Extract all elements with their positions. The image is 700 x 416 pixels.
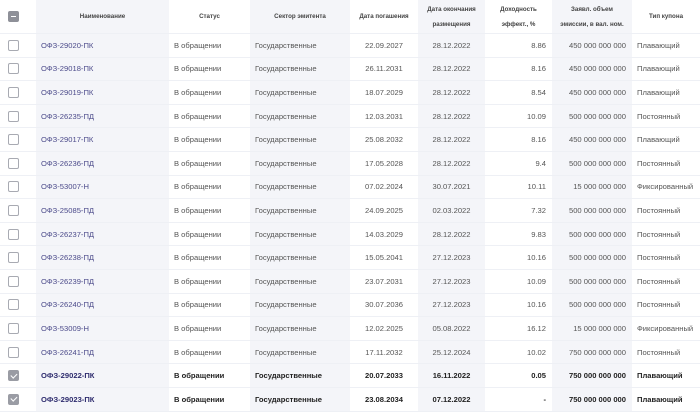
row-checkbox-cell[interactable]: [0, 128, 36, 152]
placement-end-date-cell: 16.11.2022: [418, 364, 485, 388]
column-header-placement-end[interactable]: Дата окончания размещения: [418, 0, 485, 34]
maturity-date-cell: 30.07.2036: [350, 293, 418, 317]
bond-name-link[interactable]: ОФЗ-29022-ПК: [36, 364, 169, 388]
sector-cell: Государственные: [250, 317, 350, 341]
yield-cell: 7.32: [485, 199, 552, 223]
sector-cell: Государственные: [250, 81, 350, 105]
yield-cell: 0.05: [485, 364, 552, 388]
status-cell: В обращении: [169, 81, 250, 105]
row-checkbox[interactable]: [8, 299, 19, 310]
status-cell: В обращении: [169, 199, 250, 223]
placement-end-date-cell: 07.12.2022: [418, 387, 485, 411]
row-checkbox-cell[interactable]: [0, 199, 36, 223]
row-checkbox[interactable]: [8, 205, 19, 216]
row-checkbox-cell[interactable]: [0, 317, 36, 341]
volume-cell: 500 000 000 000: [552, 269, 632, 293]
maturity-date-cell: 07.02.2024: [350, 175, 418, 199]
coupon-type-cell: Постоянный: [632, 340, 700, 364]
sector-cell: Государственные: [250, 364, 350, 388]
status-cell: В обращении: [169, 151, 250, 175]
placement-end-date-cell: 30.07.2021: [418, 175, 485, 199]
status-cell: В обращении: [169, 222, 250, 246]
coupon-type-cell: Постоянный: [632, 269, 700, 293]
coupon-type-cell: Постоянный: [632, 293, 700, 317]
maturity-date-cell: 24.09.2025: [350, 199, 418, 223]
maturity-date-cell: 17.05.2028: [350, 151, 418, 175]
bond-name-link[interactable]: ОФЗ-29018-ПК: [36, 57, 169, 81]
yield-cell: 10.09: [485, 269, 552, 293]
bond-name-link[interactable]: ОФЗ-29017-ПК: [36, 128, 169, 152]
table-row[interactable]: [0, 246, 700, 270]
bond-name-link[interactable]: ОФЗ-53007-Н: [36, 175, 169, 199]
row-checkbox[interactable]: [8, 87, 19, 98]
table-row[interactable]: [0, 151, 700, 175]
table-row[interactable]: [0, 57, 700, 81]
sector-cell: Государственные: [250, 57, 350, 81]
yield-cell: 10.09: [485, 104, 552, 128]
yield-cell: 8.16: [485, 128, 552, 152]
bond-name-link[interactable]: ОФЗ-26239-ПД: [36, 269, 169, 293]
sector-cell: Государственные: [250, 222, 350, 246]
sector-cell: Государственные: [250, 104, 350, 128]
yield-cell: 8.16: [485, 57, 552, 81]
bond-name-link[interactable]: ОФЗ-26237-ПД: [36, 222, 169, 246]
coupon-type-cell: Постоянный: [632, 246, 700, 270]
table-header-row: [0, 0, 700, 34]
status-cell: В обращении: [169, 317, 250, 341]
placement-end-date-cell: 02.03.2022: [418, 199, 485, 223]
bond-name-link[interactable]: ОФЗ-26235-ПД: [36, 104, 169, 128]
maturity-date-cell: 18.07.2029: [350, 81, 418, 105]
table-row[interactable]: [0, 269, 700, 293]
column-header-name[interactable]: Наименование: [36, 0, 169, 34]
maturity-date-cell: 14.03.2029: [350, 222, 418, 246]
row-checkbox-cell[interactable]: [0, 269, 36, 293]
row-checkbox-cell[interactable]: [0, 340, 36, 364]
row-checkbox[interactable]: [8, 181, 19, 192]
coupon-type-cell: Плавающий: [632, 81, 700, 105]
yield-cell: 10.16: [485, 246, 552, 270]
row-checkbox[interactable]: [8, 158, 19, 169]
sector-cell: Государственные: [250, 269, 350, 293]
row-checkbox-cell[interactable]: [0, 293, 36, 317]
status-cell: В обращении: [169, 340, 250, 364]
volume-cell: 500 000 000 000: [552, 222, 632, 246]
bond-name-link[interactable]: ОФЗ-29019-ПК: [36, 81, 169, 105]
status-cell: В обращении: [169, 57, 250, 81]
row-checkbox[interactable]: [8, 347, 19, 358]
row-checkbox-cell[interactable]: [0, 222, 36, 246]
volume-cell: 750 000 000 000: [552, 340, 632, 364]
placement-end-date-cell: 05.08.2022: [418, 317, 485, 341]
maturity-date-cell: 26.11.2031: [350, 57, 418, 81]
row-checkbox[interactable]: [8, 63, 19, 74]
row-checkbox[interactable]: [8, 394, 19, 405]
bond-name-link[interactable]: ОФЗ-53009-Н: [36, 317, 169, 341]
volume-cell: 500 000 000 000: [552, 151, 632, 175]
placement-end-date-cell: 28.12.2022: [418, 222, 485, 246]
table-row[interactable]: [0, 34, 700, 58]
placement-end-date-cell: 28.12.2022: [418, 57, 485, 81]
bond-name-link[interactable]: ОФЗ-26238-ПД: [36, 246, 169, 270]
table-row[interactable]: [0, 340, 700, 364]
coupon-type-cell: Постоянный: [632, 199, 700, 223]
volume-cell: 15 000 000 000: [552, 175, 632, 199]
yield-cell: 9.4: [485, 151, 552, 175]
table-body: [0, 34, 700, 412]
maturity-date-cell: 17.11.2032: [350, 340, 418, 364]
bond-name-link[interactable]: ОФЗ-26241-ПД: [36, 340, 169, 364]
maturity-date-cell: 23.08.2034: [350, 387, 418, 411]
coupon-type-cell: Плавающий: [632, 128, 700, 152]
yield-cell: 10.02: [485, 340, 552, 364]
bond-name-link[interactable]: ОФЗ-29023-ПК: [36, 387, 169, 411]
status-cell: В обращении: [169, 246, 250, 270]
sector-cell: Государственные: [250, 151, 350, 175]
bond-name-link[interactable]: ОФЗ-29020-ПК: [36, 34, 169, 58]
volume-cell: 450 000 000 000: [552, 128, 632, 152]
volume-cell: 15 000 000 000: [552, 317, 632, 341]
coupon-type-cell: Постоянный: [632, 222, 700, 246]
coupon-type-cell: Постоянный: [632, 104, 700, 128]
placement-end-date-cell: 27.12.2023: [418, 269, 485, 293]
placement-end-date-cell: 28.12.2022: [418, 151, 485, 175]
status-cell: В обращении: [169, 364, 250, 388]
coupon-type-cell: Постоянный: [632, 151, 700, 175]
sector-cell: Государственные: [250, 34, 350, 58]
sector-cell: Государственные: [250, 175, 350, 199]
table-row[interactable]: [0, 387, 700, 411]
coupon-type-cell: Плавающий: [632, 57, 700, 81]
table-row[interactable]: [0, 128, 700, 152]
coupon-type-cell: Плавающий: [632, 34, 700, 58]
volume-cell: 500 000 000 000: [552, 293, 632, 317]
placement-end-date-cell: 28.12.2022: [418, 81, 485, 105]
maturity-date-cell: 12.03.2031: [350, 104, 418, 128]
status-cell: В обращении: [169, 104, 250, 128]
row-checkbox-cell[interactable]: [0, 151, 36, 175]
coupon-type-cell: Фиксированный: [632, 175, 700, 199]
placement-end-date-cell: 25.12.2024: [418, 340, 485, 364]
table-row[interactable]: [0, 199, 700, 223]
row-checkbox-cell[interactable]: [0, 57, 36, 81]
placement-end-date-cell: 28.12.2022: [418, 34, 485, 58]
placement-end-date-cell: 27.12.2023: [418, 246, 485, 270]
row-checkbox[interactable]: [8, 134, 19, 145]
row-checkbox[interactable]: [8, 229, 19, 240]
status-cell: В обращении: [169, 269, 250, 293]
placement-end-date-cell: 28.12.2022: [418, 128, 485, 152]
row-checkbox[interactable]: [8, 370, 19, 381]
bond-name-link[interactable]: ОФЗ-25085-ПД: [36, 199, 169, 223]
select-all-checkbox[interactable]: [8, 11, 19, 22]
row-checkbox-cell[interactable]: [0, 104, 36, 128]
row-checkbox[interactable]: [8, 40, 19, 51]
row-checkbox-cell[interactable]: [0, 246, 36, 270]
column-header-yield[interactable]: Доходность эффект., %: [485, 0, 552, 34]
table-row[interactable]: [0, 175, 700, 199]
status-cell: В обращении: [169, 175, 250, 199]
volume-cell: 450 000 000 000: [552, 57, 632, 81]
status-cell: В обращении: [169, 34, 250, 58]
yield-cell: -: [485, 387, 552, 411]
row-checkbox[interactable]: [8, 276, 19, 287]
maturity-date-cell: 20.07.2033: [350, 364, 418, 388]
maturity-date-cell: 15.05.2041: [350, 246, 418, 270]
volume-cell: 750 000 000 000: [552, 364, 632, 388]
status-cell: В обращении: [169, 128, 250, 152]
yield-cell: 9.83: [485, 222, 552, 246]
coupon-type-cell: Фиксированный: [632, 317, 700, 341]
yield-cell: 8.86: [485, 34, 552, 58]
table-row[interactable]: [0, 81, 700, 105]
table-row[interactable]: [0, 222, 700, 246]
volume-cell: 500 000 000 000: [552, 199, 632, 223]
table-row[interactable]: [0, 104, 700, 128]
bond-name-link[interactable]: ОФЗ-26240-ПД: [36, 293, 169, 317]
sector-cell: Государственные: [250, 128, 350, 152]
sector-cell: Государственные: [250, 387, 350, 411]
volume-cell: 500 000 000 000: [552, 104, 632, 128]
row-checkbox-cell[interactable]: [0, 34, 36, 58]
maturity-date-cell: 25.08.2032: [350, 128, 418, 152]
row-checkbox[interactable]: [8, 111, 19, 122]
column-header-coupon[interactable]: Тип купона: [632, 0, 700, 34]
volume-cell: 450 000 000 000: [552, 81, 632, 105]
row-checkbox-cell[interactable]: [0, 387, 36, 411]
sector-cell: Государственные: [250, 199, 350, 223]
column-header-status[interactable]: Статус: [169, 0, 250, 34]
maturity-date-cell: 12.02.2025: [350, 317, 418, 341]
row-checkbox-cell[interactable]: [0, 175, 36, 199]
placement-end-date-cell: 27.12.2023: [418, 293, 485, 317]
table-row[interactable]: [0, 364, 700, 388]
placement-end-date-cell: 28.12.2022: [418, 104, 485, 128]
yield-cell: 10.11: [485, 175, 552, 199]
coupon-type-cell: Плавающий: [632, 364, 700, 388]
sector-cell: Государственные: [250, 340, 350, 364]
bond-name-link[interactable]: ОФЗ-26236-ПД: [36, 151, 169, 175]
row-checkbox[interactable]: [8, 323, 19, 334]
select-all-checkbox-cell[interactable]: [0, 0, 36, 34]
sector-cell: Государственные: [250, 293, 350, 317]
column-header-maturity[interactable]: Дата погашения: [350, 0, 418, 34]
maturity-date-cell: 23.07.2031: [350, 269, 418, 293]
yield-cell: 8.54: [485, 81, 552, 105]
yield-cell: 10.16: [485, 293, 552, 317]
volume-cell: 750 000 000 000: [552, 387, 632, 411]
column-header-volume[interactable]: Заявл. объем эмиссии, в вал. ном.: [552, 0, 632, 34]
volume-cell: 450 000 000 000: [552, 34, 632, 58]
yield-cell: 16.12: [485, 317, 552, 341]
maturity-date-cell: 22.09.2027: [350, 34, 418, 58]
status-cell: В обращении: [169, 293, 250, 317]
column-header-sector[interactable]: Сектор эмитента: [250, 0, 350, 34]
status-cell: В обращении: [169, 387, 250, 411]
row-checkbox-cell[interactable]: [0, 81, 36, 105]
volume-cell: 500 000 000 000: [552, 246, 632, 270]
table-row[interactable]: [0, 317, 700, 341]
row-checkbox[interactable]: [8, 252, 19, 263]
sector-cell: Государственные: [250, 246, 350, 270]
table-row[interactable]: [0, 293, 700, 317]
row-checkbox-cell[interactable]: [0, 364, 36, 388]
coupon-type-cell: Плавающий: [632, 387, 700, 411]
